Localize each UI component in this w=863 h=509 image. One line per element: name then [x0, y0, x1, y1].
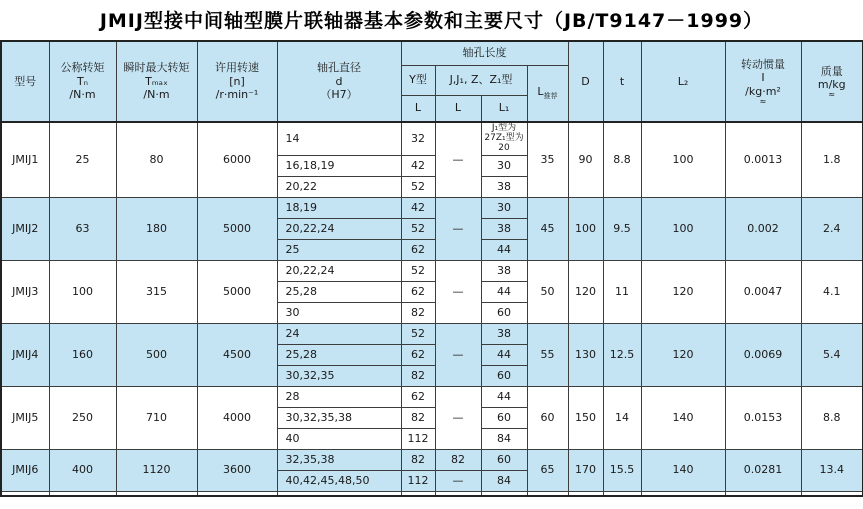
bore-diameter-cell: 32,35,38: [277, 449, 401, 470]
l1-length-cell: 30: [481, 155, 527, 176]
l-recommended-cell: 55: [527, 323, 568, 386]
empty-cell: [725, 491, 801, 496]
nominal-torque-cell: 400: [49, 449, 116, 491]
y-length-cell: 82: [401, 449, 435, 470]
bore-diameter-cell: 20,22: [277, 176, 401, 197]
col-header-L-j: L: [435, 95, 481, 122]
col-header-bore-diameter: 轴孔直径 d （H7）: [277, 41, 401, 122]
table-row: [1, 323, 863, 344]
l2-cell: 100: [641, 197, 725, 260]
bore-diameter-cell: 14: [277, 122, 401, 155]
j-length-cell: —: [435, 122, 481, 197]
empty-cell: [641, 491, 725, 496]
l1-length-cell: 38: [481, 323, 527, 344]
empty-cell: [603, 491, 641, 496]
l1-length-cell: 84: [481, 470, 527, 491]
y-length-cell: 52: [401, 323, 435, 344]
nominal-torque-cell: 63: [49, 197, 116, 260]
mass-cell: 13.4: [801, 449, 863, 491]
empty-cell: [1, 491, 49, 496]
nominal-torque-cell: 250: [49, 386, 116, 449]
col-header-L1: L₁: [481, 95, 527, 122]
empty-cell: [116, 491, 197, 496]
j-length-cell: —: [435, 197, 481, 260]
col-header-y-type: Y型: [401, 65, 435, 95]
model-cell: JMIJ1: [1, 122, 49, 197]
l1-length-cell: 84: [481, 428, 527, 449]
model-cell: JMIJ5: [1, 386, 49, 449]
max-torque-cell: 315: [116, 260, 197, 323]
outer-diameter-cell: 130: [568, 323, 603, 386]
y-length-cell: 82: [401, 407, 435, 428]
y-length-cell: 52: [401, 176, 435, 197]
y-length-cell: 82: [401, 365, 435, 386]
speed-cell: 5000: [197, 260, 277, 323]
mass-cell: 4.1: [801, 260, 863, 323]
nominal-torque-cell: 100: [49, 260, 116, 323]
page-title: JMIJ型接中间轴型膜片联轴器基本参数和主要尺寸（JB/T9147－1999）: [99, 10, 764, 32]
mass-cell: 8.8: [801, 386, 863, 449]
col-header-speed: 许用转速 [n] /r·min⁻¹: [197, 41, 277, 122]
empty-cell: [49, 491, 116, 496]
col-header-nominal-torque: 公称转矩 Tₙ /N·m: [49, 41, 116, 122]
bore-diameter-cell: 40: [277, 428, 401, 449]
inertia-cell: 0.0047: [725, 260, 801, 323]
outer-diameter-cell: 170: [568, 449, 603, 491]
empty-cell: [401, 491, 435, 496]
l-recommended-cell: 60: [527, 386, 568, 449]
t-cell: 9.5: [603, 197, 641, 260]
col-header-D: D: [568, 41, 603, 122]
table-row: [1, 386, 863, 407]
bore-diameter-cell: 40,42,45,48,50: [277, 470, 401, 491]
y-length-cell: 42: [401, 197, 435, 218]
table-header: [1, 41, 863, 122]
empty-cell: [481, 491, 527, 496]
speed-cell: 4500: [197, 323, 277, 386]
table-row: [1, 197, 863, 218]
bore-diameter-cell: 24: [277, 323, 401, 344]
l1-length-cell: 60: [481, 365, 527, 386]
t-cell: 8.8: [603, 122, 641, 197]
table-row: [1, 122, 863, 155]
col-header-jz-type: J,J₁, Z、Z₁型: [435, 65, 527, 95]
inertia-cell: 0.0153: [725, 386, 801, 449]
col-header-mass: 质量 m/kg ≈: [801, 41, 863, 122]
l-recommended-cell: 65: [527, 449, 568, 491]
empty-cell: [197, 491, 277, 496]
bore-diameter-cell: 18,19: [277, 197, 401, 218]
j-length-cell: —: [435, 386, 481, 449]
empty-cell: [527, 491, 568, 496]
bore-diameter-cell: 30: [277, 302, 401, 323]
y-length-cell: 112: [401, 428, 435, 449]
bore-diameter-cell: 28: [277, 386, 401, 407]
model-cell: JMIJ6: [1, 449, 49, 491]
l1-length-cell: 38: [481, 176, 527, 197]
mass-cell: 1.8: [801, 122, 863, 197]
l1-length-cell: 30: [481, 197, 527, 218]
y-length-cell: 62: [401, 239, 435, 260]
model-cell: JMIJ2: [1, 197, 49, 260]
l1-length-cell: 44: [481, 344, 527, 365]
col-header-l-recommended: $L_{推荐}$: [527, 65, 568, 122]
model-cell: JMIJ3: [1, 260, 49, 323]
bore-diameter-cell: 25,28: [277, 281, 401, 302]
max-torque-cell: 710: [116, 386, 197, 449]
col-header-model: 型号: [1, 41, 49, 122]
outer-diameter-cell: 100: [568, 197, 603, 260]
y-length-cell: 62: [401, 281, 435, 302]
inertia-cell: 0.002: [725, 197, 801, 260]
j-length-cell: 82: [435, 449, 481, 470]
j-length-cell: —: [435, 323, 481, 386]
speed-cell: 3600: [197, 449, 277, 491]
inertia-cell: 0.0013: [725, 122, 801, 197]
l2-cell: 120: [641, 260, 725, 323]
j-length-cell: —: [435, 260, 481, 323]
l1-length-cell: 38: [481, 260, 527, 281]
empty-cell: [277, 491, 401, 496]
empty-cell: [801, 491, 863, 496]
model-cell: JMIJ4: [1, 323, 49, 386]
max-torque-cell: 80: [116, 122, 197, 197]
l-recommended-cell: 35: [527, 122, 568, 197]
l1-length-cell: 60: [481, 407, 527, 428]
max-torque-cell: 500: [116, 323, 197, 386]
bore-diameter-cell: 20,22,24: [277, 260, 401, 281]
l1-length-cell: 38: [481, 218, 527, 239]
l2-cell: 140: [641, 386, 725, 449]
bore-diameter-cell: 30,32,35,38: [277, 407, 401, 428]
col-header-L2: L₂: [641, 41, 725, 122]
empty-cell: [435, 491, 481, 496]
inertia-cell: 0.0281: [725, 449, 801, 491]
bore-diameter-cell: 20,22,24: [277, 218, 401, 239]
col-header-L-y: L: [401, 95, 435, 122]
t-cell: 12.5: [603, 323, 641, 386]
l2-cell: 100: [641, 122, 725, 197]
y-length-cell: 42: [401, 155, 435, 176]
bore-diameter-cell: 30,32,35: [277, 365, 401, 386]
nominal-torque-cell: 25: [49, 122, 116, 197]
mass-cell: 5.4: [801, 323, 863, 386]
col-header-max-torque: 瞬时最大转矩 Tₘₐₓ /N·m: [116, 41, 197, 122]
header-row-1: [1, 41, 863, 65]
l1-length-cell: 60: [481, 449, 527, 470]
table-row: [1, 449, 863, 470]
bore-diameter-cell: 25: [277, 239, 401, 260]
y-length-cell: 112: [401, 470, 435, 491]
l-recommended-cell: 45: [527, 197, 568, 260]
col-header-inertia: 转动惯量 I /kg·m² ≈: [725, 41, 801, 122]
max-torque-cell: 180: [116, 197, 197, 260]
table-row-partial: [1, 491, 863, 496]
inertia-cell: 0.0069: [725, 323, 801, 386]
l2-cell: 140: [641, 449, 725, 491]
y-length-cell: 62: [401, 344, 435, 365]
mass-cell: 2.4: [801, 197, 863, 260]
y-length-cell: 82: [401, 302, 435, 323]
t-cell: 11: [603, 260, 641, 323]
max-torque-cell: 1120: [116, 449, 197, 491]
l2-cell: 120: [641, 323, 725, 386]
l1-length-cell: 44: [481, 239, 527, 260]
l-recommended-cell: 50: [527, 260, 568, 323]
l1-length-cell: J₁型为27Z₁型为20: [481, 122, 527, 155]
y-length-cell: 62: [401, 386, 435, 407]
bore-diameter-cell: 16,18,19: [277, 155, 401, 176]
outer-diameter-cell: 150: [568, 386, 603, 449]
col-header-bore-length: 轴孔长度: [401, 41, 568, 65]
t-cell: 15.5: [603, 449, 641, 491]
l1-length-cell: 60: [481, 302, 527, 323]
empty-cell: [568, 491, 603, 496]
l1-length-cell: 44: [481, 281, 527, 302]
nominal-torque-cell: 160: [49, 323, 116, 386]
y-length-cell: 32: [401, 122, 435, 155]
speed-cell: 4000: [197, 386, 277, 449]
speed-cell: 5000: [197, 197, 277, 260]
y-length-cell: 52: [401, 260, 435, 281]
j-length-cell: —: [435, 470, 481, 491]
l1-length-cell: 44: [481, 386, 527, 407]
t-cell: 14: [603, 386, 641, 449]
outer-diameter-cell: 90: [568, 122, 603, 197]
speed-cell: 6000: [197, 122, 277, 197]
col-header-t: t: [603, 41, 641, 122]
y-length-cell: 52: [401, 218, 435, 239]
coupling-spec-table: [0, 40, 863, 497]
table-body: [1, 122, 863, 496]
outer-diameter-cell: 120: [568, 260, 603, 323]
table-row: [1, 260, 863, 281]
bore-diameter-cell: 25,28: [277, 344, 401, 365]
